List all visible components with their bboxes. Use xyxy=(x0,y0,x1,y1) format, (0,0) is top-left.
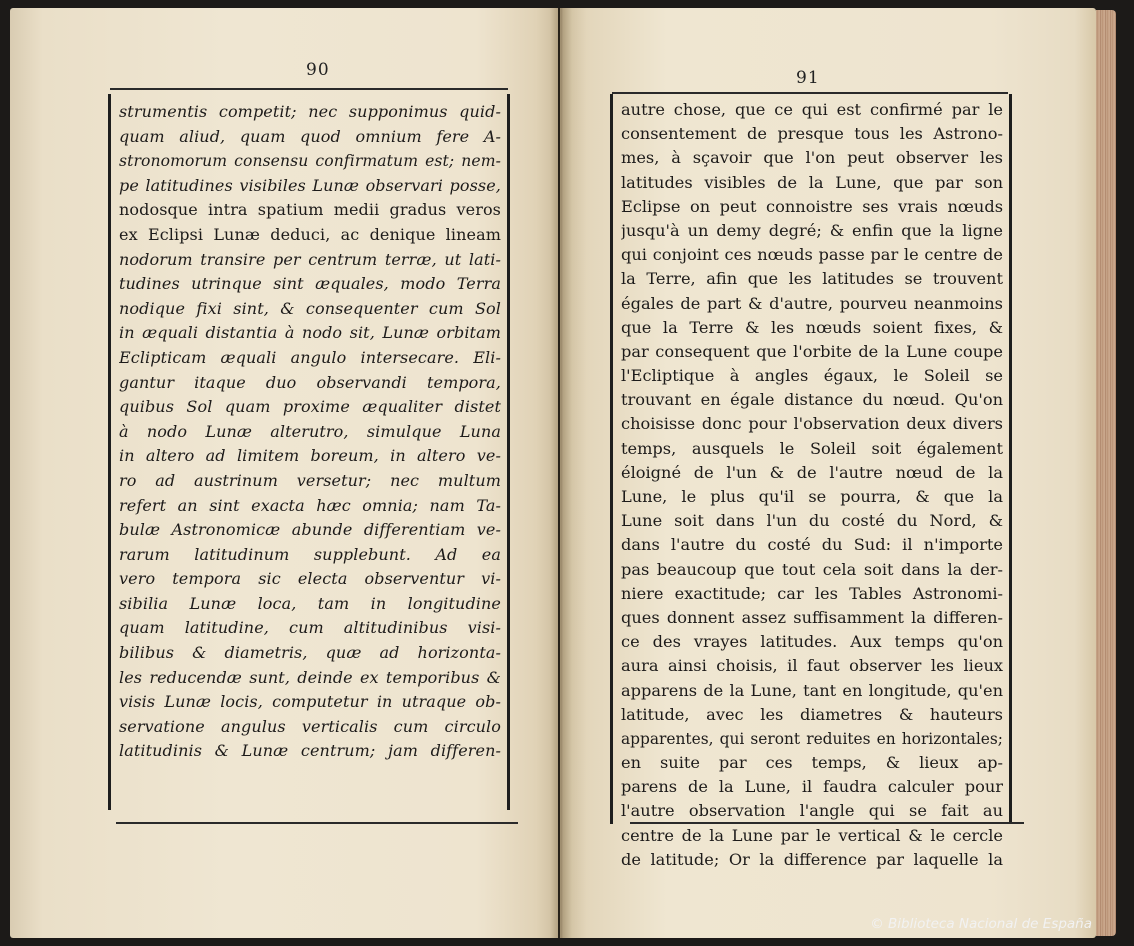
text-line: bilibus & diametris, quæ ad horizonta- xyxy=(119,643,501,663)
text-line: apparentes, qui seront reduites en horizontales; xyxy=(621,729,1003,748)
text-line: latitude, avec les diametres & hauteurs xyxy=(621,704,1003,724)
book-spread xyxy=(10,8,1122,938)
text-line: ro ad austrinum versetur; nec multum xyxy=(119,470,501,490)
text-line: centre de la Lune par le vertical & le cercle xyxy=(621,825,1003,845)
text-line: l'Ecliptique à angles égaux, le Soleil se xyxy=(621,366,1003,386)
text-line: par consequent que l'orbite de la Lune coupe xyxy=(621,341,1003,361)
text-line: in altero ad limitem boreum, in altero ve- xyxy=(119,446,501,466)
text-line: choisisse donc pour l'observation deux divers xyxy=(621,414,1003,434)
text-line: en suite par ces temps, & lieux ap- xyxy=(621,753,1003,773)
text-line: la Terre, afin que les latitudes se trouvent xyxy=(621,269,1003,289)
text-line: sibilia Lunæ loca, tam in longitudine xyxy=(119,593,501,613)
bottom-rule-left xyxy=(116,822,518,824)
text-line: quam aliud, quam quod omnium fere A- xyxy=(119,126,501,146)
text-line: à nodo Lunæ alterutro, simulque Luna xyxy=(119,421,501,441)
text-line: Eclipse on peut connoistre ses vrais nœuds xyxy=(621,196,1003,216)
text-frame-right xyxy=(610,94,1012,869)
text-frame-left xyxy=(108,94,510,810)
text-line: tudines utrinque sint æquales, modo Terra xyxy=(119,274,501,294)
text-line: refert an sint exacta hæc omnia; nam Ta- xyxy=(119,495,501,515)
text-line: dans l'autre du costé du Sud: il n'importe xyxy=(621,535,1003,555)
right-page xyxy=(560,8,1096,938)
text-line: ques donnent assez suffisamment la differen- xyxy=(621,607,1003,627)
text-line: trouvant en égale distance du nœud. Qu'on xyxy=(621,390,1003,410)
text-line: de latitude; Or la difference par laquelle la xyxy=(621,849,1003,869)
page-number-left: 90 xyxy=(306,60,330,80)
text-line: nodosque intra spatium medii gradus veros xyxy=(119,200,501,220)
text-line: égales de part & d'autre, pourveu neanmoins xyxy=(621,293,1003,313)
text-line: Eclipticam æquali angulo intersecare. Eli- xyxy=(119,347,501,367)
text-line: in æquali distantia à nodo sit, Lunæ orbitam xyxy=(119,323,501,343)
bottom-rule-right xyxy=(630,822,1024,824)
text-line: autre chose, que ce qui est confirmé par le xyxy=(621,100,1003,119)
text-line: niere exactitude; car les Tables Astronomi- xyxy=(621,583,1003,603)
text-line: vero tempora sic electa observentur vi- xyxy=(119,569,501,589)
text-line: Lune soit dans l'un du costé du Nord, & xyxy=(621,511,1003,531)
text-line: visis Lunæ locis, computetur in utraque ob- xyxy=(119,692,501,712)
text-line: ce des vrayes latitudes. Aux temps qu'on xyxy=(621,632,1003,652)
text-line: aura ainsi choisis, il faut observer les lieux xyxy=(621,656,1003,676)
text-line: rarum latitudinum supplebunt. Ad ea xyxy=(119,544,501,564)
page-number-right: 91 xyxy=(796,68,820,88)
text-line: Lune, le plus qu'il se pourra, & que la xyxy=(621,487,1003,506)
copyright-credit: © Biblioteca Nacional de España xyxy=(870,916,1092,932)
text-line: parens de la Lune, il faudra calculer pour xyxy=(621,777,1003,797)
text-line: gantur itaque duo observandi tempora, xyxy=(119,372,501,392)
text-line: nodorum transire per centrum terræ, ut lati- xyxy=(119,249,501,269)
text-block-left xyxy=(119,100,501,764)
text-line: strumentis competit; nec supponimus quid- xyxy=(119,102,501,121)
text-block-right xyxy=(621,98,1003,872)
text-line: pas beaucoup que tout cela soit dans la der- xyxy=(621,559,1003,579)
text-line: consentement de presque tous les Astrono- xyxy=(621,124,1003,144)
text-line: latitudes visibles de la Lune, que par son xyxy=(621,172,1003,192)
text-line: latitudinis & Lunæ centrum; jam differen- xyxy=(119,741,501,761)
text-line: ex Eclipsi Lunæ deduci, ac denique lineam xyxy=(119,224,501,244)
text-line: l'autre observation l'angle qui se fait au xyxy=(621,801,1003,821)
text-line: jusqu'à un demy degré; & enfin que la ligne xyxy=(621,220,1003,240)
left-page xyxy=(10,8,558,938)
text-line: quibus Sol quam proxime æqualiter distet xyxy=(119,397,501,417)
text-line: les reducendæ sunt, deinde ex temporibus & xyxy=(119,667,501,687)
book-gutter xyxy=(550,8,572,938)
text-line: éloigné de l'un & de l'autre nœud de la xyxy=(621,462,1003,482)
text-line: servatione angulus verticalis cum circulo xyxy=(119,716,501,736)
top-rule-left xyxy=(110,88,508,90)
text-line: quam latitudine, cum altitudinibus visi- xyxy=(119,618,501,638)
text-line: pe latitudines visibiles Lunæ observari posse, xyxy=(119,175,501,195)
text-line: nodique fixi sint, & consequenter cum Sol xyxy=(119,298,501,318)
text-line: bulæ Astronomicæ abunde differentiam ve- xyxy=(119,520,501,540)
page-edges xyxy=(1096,10,1116,936)
text-line: apparens de la Lune, tant en longitude, qu'en xyxy=(621,680,1003,700)
text-line: qui conjoint ces nœuds passe par le centre de xyxy=(621,245,1003,265)
text-line: mes, à sçavoir que l'on peut observer les xyxy=(621,148,1003,168)
text-line: temps, ausquels le Soleil soit également xyxy=(621,438,1003,458)
text-line: stronomorum consensu confirmatum est; nem- xyxy=(119,152,501,171)
text-line: que la Terre & les nœuds soient fixes, & xyxy=(621,317,1003,337)
